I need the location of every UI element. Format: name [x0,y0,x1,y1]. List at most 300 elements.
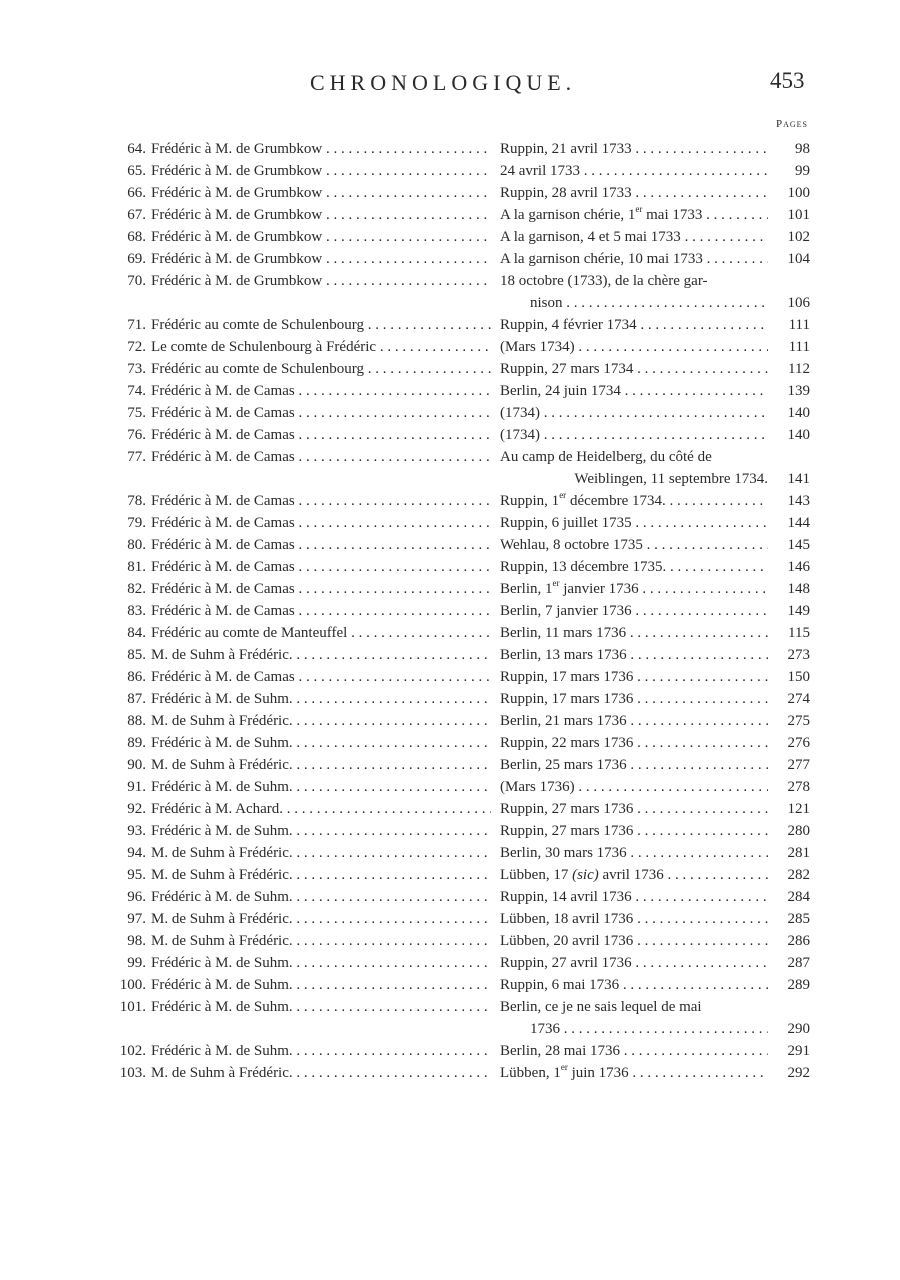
entry-title-text: Frédéric à M. de Camas [151,581,295,597]
entry-title [151,248,491,270]
entry-date [500,688,768,710]
entry-number: 93. [127,823,146,839]
entry-page-ref: 274 [787,691,810,707]
entry-number: 87. [127,691,146,707]
entry-date [500,578,768,600]
list-item [0,622,900,644]
entry-title-text: Frédéric à M. de Grumbkow [151,251,323,267]
entry-number: 99. [127,955,146,971]
entry-date-text: Berlin, 25 mars 1736 [500,757,627,773]
entry-date-superscript: er [559,490,567,500]
entry-date-text: Ruppin, 27 avril 1736 [500,955,632,971]
entry-date-continuation-text: nison [530,295,563,311]
entry-date [500,358,768,380]
list-item [0,182,900,204]
list-item [0,160,900,182]
entry-page-ref: 284 [787,889,810,905]
entry-date-text: 18 octobre (1733), de la chère gar- [500,273,708,289]
entry-title-text: Frédéric à M. de Camas [151,383,295,399]
entry-number: 100. [119,977,146,993]
entry-page-ref: 149 [787,603,810,619]
list-item [0,578,900,600]
entry-number: 103. [119,1065,146,1081]
entry-date-text: Ruppin, 27 mars 1736 [500,823,634,839]
entry-date [500,622,768,644]
entry-page-ref: 102 [787,229,810,245]
list-item [0,226,900,248]
list-item [0,512,900,534]
page-number: 453 [770,68,805,93]
list-item [0,908,900,930]
entry-number: 70. [127,273,146,289]
entry-title [151,578,491,600]
entry-date-text: Berlin, ce je ne sais lequel de mai [500,999,702,1015]
entry-title [151,490,491,512]
entry-title [151,534,491,556]
entry-page-ref: 144 [787,515,810,531]
entry-date [500,820,768,842]
entry-title [151,1040,491,1062]
entry-title [151,226,491,248]
entry-date [500,754,768,776]
entry-title [151,754,491,776]
entry-number: 65. [127,163,146,179]
entry-title [151,974,491,996]
entry-date-text: (1734) [500,405,540,421]
entry-date [500,996,768,1018]
list-item [0,1062,900,1084]
entry-date [500,952,768,974]
list-item [0,666,900,688]
entry-title-text: Frédéric à M. Achard. [151,801,284,817]
entry-number: 76. [127,427,146,443]
entry-number: 67. [127,207,146,223]
entry-title-text: Frédéric au comte de Schulenbourg [151,317,364,333]
entry-title-text: M. de Suhm à Frédéric. [151,757,293,773]
entry-date [500,512,768,534]
entry-title [151,842,491,864]
list-item [0,204,900,226]
chronology-list [0,138,900,1084]
entry-page-ref: 140 [787,405,810,421]
entry-title-text: Frédéric à M. de Camas [151,537,295,553]
entry-date-text: A la garnison chérie, 10 mai 1733 [500,251,703,267]
entry-date-text: Ruppin, 22 mars 1736 [500,735,634,751]
entry-page-ref: 276 [787,735,810,751]
entry-title [151,160,491,182]
list-item [0,776,900,798]
entry-page-ref: 140 [787,427,810,443]
entry-title [151,556,491,578]
entry-title-text: Le comte de Schulenbourg à Frédéric [151,339,377,355]
entry-date-text: Berlin, 13 mars 1736 [500,647,627,663]
entry-date-text: Berlin, 30 mars 1736 [500,845,627,861]
entry-date [500,666,768,688]
entry-date-text: Ruppin, 4 février 1734 [500,317,637,333]
entry-date [500,380,768,402]
entry-date [500,138,768,160]
list-item [0,446,900,490]
entry-page-ref: 121 [787,801,810,817]
entry-number: 66. [127,185,146,201]
entry-date-text: Ruppin, 6 juillet 1735 [500,515,632,531]
list-item [0,424,900,446]
entry-title-text: Frédéric à M. de Grumbkow [151,229,323,245]
entry-number: 101. [119,999,146,1015]
entry-page-ref: 280 [787,823,810,839]
entry-page-ref: 290 [787,1021,810,1037]
entry-date [500,270,768,292]
entry-number: 102. [119,1043,146,1059]
entry-number: 94. [127,845,146,861]
entry-number: 89. [127,735,146,751]
entry-title [151,996,491,1018]
entry-date [500,1062,768,1084]
entry-date [500,600,768,622]
entry-title-text: M. de Suhm à Frédéric. [151,911,293,927]
entry-title-text: M. de Suhm à Frédéric. [151,1065,293,1081]
entry-date-text: Au camp de Heidelberg, du côté de [500,449,712,465]
entry-title-text: Frédéric à M. de Suhm. [151,823,293,839]
entry-title-text: Frédéric à M. de Grumbkow [151,273,323,289]
entry-title-text: Frédéric à M. de Suhm. [151,889,293,905]
entry-date-part: décembre 1734. [566,493,666,509]
entry-date-superscript: er [635,204,643,214]
list-item [0,930,900,952]
entry-title-text: Frédéric à M. de Suhm. [151,977,293,993]
entry-number: 86. [127,669,146,685]
entry-date [500,336,768,358]
entry-date-part: mai 1733 [642,207,703,223]
entry-page-ref: 278 [787,779,810,795]
entry-title-text: M. de Suhm à Frédéric. [151,713,293,729]
entry-page-ref: 277 [787,757,810,773]
entry-title-text: Frédéric à M. de Suhm. [151,955,293,971]
entry-page-ref: 281 [787,845,810,861]
entry-page-ref: 282 [787,867,810,883]
entry-date-text: (Mars 1736) [500,779,575,795]
entry-date [500,248,768,270]
entry-number: 91. [127,779,146,795]
entry-date-text: A la garnison, 4 et 5 mai 1733 [500,229,681,245]
entry-date-continuation [500,468,768,490]
entry-number: 97. [127,911,146,927]
entry-title [151,138,491,160]
entry-number: 92. [127,801,146,817]
entry-title-text: Frédéric au comte de Manteuffel [151,625,348,641]
entry-date-text: (1734) [500,427,540,443]
entry-title [151,710,491,732]
entry-date [500,314,768,336]
entry-date [500,402,768,424]
entry-page-ref: 100 [787,185,810,201]
entry-number: 74. [127,383,146,399]
entry-date-superscript: er [552,578,560,588]
entry-title [151,688,491,710]
entry-title [151,600,491,622]
entry-date-text: Wehlau, 8 octobre 1735 [500,537,643,553]
entry-page-ref: 141 [787,471,810,487]
entry-number: 64. [127,141,146,157]
entry-number: 80. [127,537,146,553]
entry-date-part: Berlin, 1 [500,581,553,597]
entry-title-text: Frédéric à M. de Suhm. [151,779,293,795]
entry-date [500,204,768,226]
entry-page-ref: 287 [787,955,810,971]
list-item [0,864,900,886]
list-item [0,820,900,842]
list-item [0,974,900,996]
entry-date [500,160,768,182]
list-item [0,270,900,314]
list-item [0,556,900,578]
entry-title [151,732,491,754]
entry-date-text: Berlin, 11 mars 1736 [500,625,627,641]
entry-title [151,886,491,908]
entry-date [500,776,768,798]
entry-title-text: Frédéric à M. de Camas [151,603,295,619]
entry-date-text: Ruppin, 17 mars 1736 [500,669,634,685]
entry-date [500,798,768,820]
entry-page-ref: 104 [787,251,810,267]
entry-title-text: Frédéric à M. de Grumbkow [151,163,323,179]
pages-column-label: Pages [775,118,808,130]
entry-page-ref: 101 [787,207,810,223]
entry-number: 82. [127,581,146,597]
entry-title-text: M. de Suhm à Frédéric. [151,933,293,949]
entry-date [500,732,768,754]
entry-number: 90. [127,757,146,773]
entry-title [151,314,491,336]
entry-title [151,776,491,798]
entry-number: 88. [127,713,146,729]
list-item [0,314,900,336]
entry-date-part: Lübben, 1 [500,1065,561,1081]
entry-page-ref: 148 [787,581,810,597]
entry-date-part: Ruppin, 1 [500,493,560,509]
entry-title-text: Frédéric à M. de Suhm. [151,1043,293,1059]
entry-date [500,886,768,908]
entry-page-ref: 143 [787,493,810,509]
entry-date [500,490,768,512]
entry-date [500,644,768,666]
entry-date-text: Ruppin, 27 mars 1734 [500,361,634,377]
entry-title [151,380,491,402]
entry-title [151,798,491,820]
entry-title [151,908,491,930]
entry-title [151,820,491,842]
entry-title-text: Frédéric à M. de Suhm. [151,691,293,707]
entry-date [500,1040,768,1062]
entry-title-text: Frédéric à M. de Camas [151,669,295,685]
entry-title [151,336,491,358]
entry-page-ref: 289 [787,977,810,993]
list-item [0,600,900,622]
entry-title [151,512,491,534]
entry-title [151,930,491,952]
entry-date-continuation-text: Weiblingen, 11 septembre 1734. [574,471,768,487]
entry-date [500,842,768,864]
entry-number: 77. [127,449,146,465]
entry-title-text: Frédéric à M. de Camas [151,427,295,443]
entry-title-text: M. de Suhm à Frédéric. [151,867,293,883]
entry-page-ref: 146 [787,559,810,575]
entry-title [151,424,491,446]
list-item [0,138,900,160]
list-item [0,644,900,666]
list-item [0,534,900,556]
entry-date-sic: (sic) [572,867,599,883]
entry-number: 83. [127,603,146,619]
entry-date-continuation-text: 1736 [530,1021,560,1037]
entry-title [151,182,491,204]
entry-date [500,974,768,996]
entry-number: 84. [127,625,146,641]
entry-date-text: Lübben, 20 avril 1736 [500,933,634,949]
entry-page-ref: 98 [795,141,810,157]
entry-date-text: Berlin, 28 mai 1736 [500,1043,620,1059]
entry-title-text: Frédéric à M. de Suhm. [151,735,293,751]
entry-date-text: Ruppin, 17 mars 1736 [500,691,634,707]
list-item [0,402,900,424]
entry-title [151,270,491,292]
entry-title-text: Frédéric à M. de Grumbkow [151,141,323,157]
entry-date-text: (Mars 1734) [500,339,575,355]
list-item [0,336,900,358]
entry-number: 75. [127,405,146,421]
list-item [0,996,900,1040]
entry-title [151,1062,491,1084]
entry-title [151,402,491,424]
entry-title [151,644,491,666]
entry-page-ref: 106 [787,295,810,311]
entry-date-text: Berlin, 21 mars 1736 [500,713,627,729]
entry-number: 71. [127,317,146,333]
entry-page-ref: 291 [787,1043,810,1059]
entry-title-text: Frédéric à M. de Camas [151,405,295,421]
entry-date-text: Ruppin, 28 avril 1733 [500,185,632,201]
entry-page-ref: 112 [788,361,810,377]
entry-number: 98. [127,933,146,949]
entry-date [500,446,768,468]
list-item [0,842,900,864]
entry-page-ref: 285 [787,911,810,927]
list-item [0,380,900,402]
list-item [0,952,900,974]
entry-date-part: A la garnison chérie, 1 [500,207,636,223]
entry-title-text: Frédéric à M. de Camas [151,559,295,575]
running-title: CHRONOLOGIQUE. [310,70,577,95]
entry-title-text: Frédéric à M. de Suhm. [151,999,293,1015]
entry-date-part: juin 1736 [567,1065,629,1081]
list-item [0,1040,900,1062]
running-head [0,70,900,104]
entry-date [500,710,768,732]
entry-page-ref: 111 [788,317,810,333]
list-item [0,798,900,820]
entry-date-text: 24 avril 1733 [500,163,580,179]
entry-date-text: Berlin, 24 juin 1734 [500,383,621,399]
entry-date-text: Ruppin, 14 avril 1736 [500,889,632,905]
entry-date [500,556,768,578]
entry-number: 85. [127,647,146,663]
entry-page-ref: 273 [787,647,810,663]
entry-page-ref: 115 [788,625,810,641]
entry-page-ref: 150 [787,669,810,685]
entry-date-part: Lübben, 17 [500,867,573,883]
entry-page-ref: 139 [787,383,810,399]
list-item [0,710,900,732]
entry-date [500,226,768,248]
entry-title-text: M. de Suhm à Frédéric. [151,647,293,663]
list-item [0,688,900,710]
entry-date-text: Ruppin, 13 décembre 1735. [500,559,667,575]
entry-title [151,204,491,226]
entry-date-superscript: er [560,1062,568,1072]
entry-date-text: Lübben, 18 avril 1736 [500,911,634,927]
entry-date-part: janvier 1736 [559,581,639,597]
entry-date [500,864,768,886]
entry-page-ref: 275 [787,713,810,729]
list-item [0,754,900,776]
entry-page-ref: 145 [787,537,810,553]
entry-title [151,358,491,380]
entry-number: 81. [127,559,146,575]
entry-date-part: avril 1736 [598,867,664,883]
entry-number: 96. [127,889,146,905]
entry-number: 73. [127,361,146,377]
entry-title [151,864,491,886]
entry-page-ref: 292 [787,1065,810,1081]
entry-title-text: Frédéric à M. de Grumbkow [151,185,323,201]
entry-number: 79. [127,515,146,531]
entry-title-text: Frédéric à M. de Grumbkow [151,207,323,223]
entry-date-text: Ruppin, 6 mai 1736 [500,977,620,993]
entry-date-text: Ruppin, 21 avril 1733 [500,141,632,157]
entry-number: 69. [127,251,146,267]
entry-date-continuation [530,292,768,314]
entry-date-text: Berlin, 7 janvier 1736 [500,603,632,619]
list-item [0,732,900,754]
entry-page-ref: 99 [795,163,810,179]
list-item [0,886,900,908]
entry-date [500,182,768,204]
entry-number: 68. [127,229,146,245]
entry-page-ref: 111 [788,339,810,355]
entry-title-text: M. de Suhm à Frédéric. [151,845,293,861]
entry-date-continuation [530,1018,768,1040]
entry-title-text: Frédéric à M. de Camas [151,449,295,465]
entry-date [500,908,768,930]
entry-title [151,446,491,468]
entry-title [151,622,491,644]
entry-date-text: Ruppin, 27 mars 1736 [500,801,634,817]
entry-date [500,424,768,446]
entry-number: 72. [127,339,146,355]
list-item [0,490,900,512]
entry-title [151,952,491,974]
entry-title-text: Frédéric au comte de Schulenbourg [151,361,364,377]
entry-number: 78. [127,493,146,509]
entry-title-text: Frédéric à M. de Camas [151,515,295,531]
list-item [0,248,900,270]
entry-date [500,534,768,556]
entry-date [500,930,768,952]
entry-number: 95. [127,867,146,883]
entry-title [151,666,491,688]
entry-title-text: Frédéric à M. de Camas [151,493,295,509]
list-item [0,358,900,380]
